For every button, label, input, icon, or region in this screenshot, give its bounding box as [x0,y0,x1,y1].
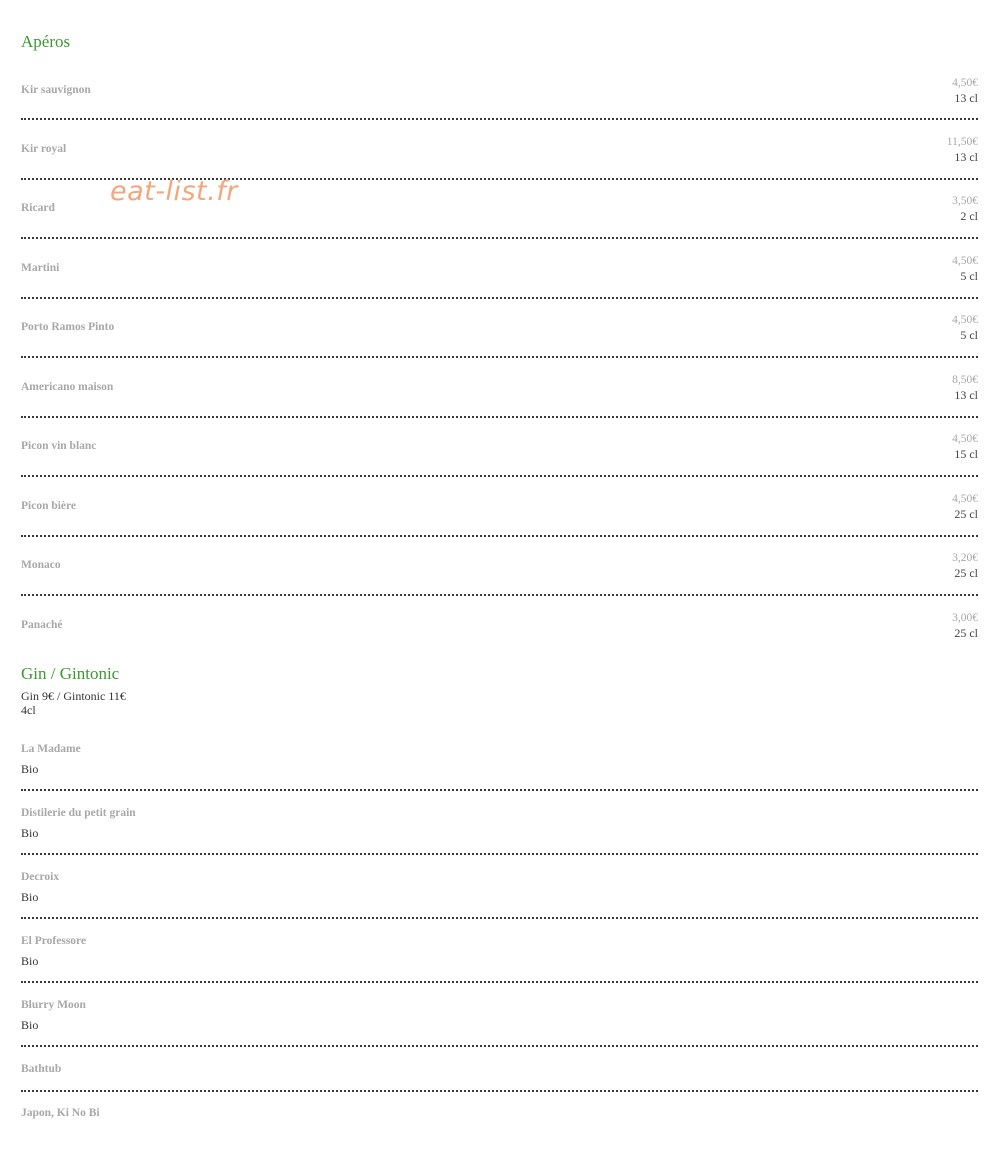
item-price-block [947,135,978,165]
gin-price-info: Gin 9€ / Gintonic 11€ [21,689,126,703]
item-name: Kir royal [21,143,67,155]
item-price-block [952,313,978,343]
item-volume: 13 cl [954,91,978,105]
dotted-divider [21,535,978,537]
item-note: Bio [21,826,39,840]
item-price: 3,20€ [952,552,978,564]
dotted-divider [21,1090,978,1092]
item-note: Bio [21,890,39,904]
item-note: Bio [21,954,39,968]
item-name: Panaché [21,619,63,631]
item-volume: 2 cl [960,209,978,223]
item-price: 4,50€ [952,255,978,267]
item-name: Martini [21,262,60,274]
item-price-block [952,254,978,284]
item-name: El Professore [21,935,87,947]
dotted-divider [21,594,978,596]
dotted-divider [21,118,978,120]
section-title-aperos: Apéros [21,32,71,51]
item-price-block [952,76,978,106]
watermark: eat-list.fr [110,176,238,207]
item-volume: 25 cl [954,566,978,580]
item-note: Bio [21,1018,39,1032]
item-price: 4,50€ [952,493,978,505]
dotted-divider [21,475,978,477]
item-volume: 5 cl [960,328,978,342]
dotted-divider [21,1045,978,1047]
item-price-block [952,373,978,403]
item-note: Bio [21,762,39,776]
item-name: Americano maison [21,381,114,393]
item-price-block [952,194,978,224]
item-price-block [952,432,978,462]
item-volume: 5 cl [960,269,978,283]
item-name: Blurry Moon [21,999,86,1011]
item-name: Picon vin blanc [21,440,97,452]
item-name: Picon bière [21,500,77,512]
item-name: Japon, Ki No Bi [21,1107,100,1119]
item-price: 8,50€ [952,374,978,386]
item-price-block [952,492,978,522]
dotted-divider [21,917,978,919]
item-name: Bathtub [21,1063,62,1075]
item-price: 3,00€ [952,612,978,624]
dotted-divider [21,853,978,855]
item-name: Ricard [21,202,55,214]
item-price-block [952,551,978,581]
dotted-divider [21,416,978,418]
dotted-divider [21,237,978,239]
dotted-divider [21,297,978,299]
item-price: 4,50€ [952,433,978,445]
item-volume: 13 cl [954,150,978,164]
item-price: 4,50€ [952,314,978,326]
item-name: Monaco [21,559,61,571]
dotted-divider [21,789,978,791]
item-price: 11,50€ [946,136,978,148]
gin-volume-info: 4cl [21,703,36,717]
dotted-divider [21,356,978,358]
item-name: Kir sauvignon [21,84,91,96]
item-name: Decroix [21,871,60,883]
item-price: 4,50€ [952,77,978,89]
item-price: 3,50€ [952,195,978,207]
item-name: La Madame [21,743,81,755]
item-volume: 25 cl [954,626,978,640]
dotted-divider [21,981,978,983]
section-title-gin: Gin / Gintonic [21,664,120,683]
item-name: Porto Ramos Pinto [21,321,115,333]
item-volume: 13 cl [954,388,978,402]
item-name: Distilerie du petit grain [21,807,136,819]
item-price-block [952,611,978,641]
item-volume: 15 cl [954,447,978,461]
item-volume: 25 cl [954,507,978,521]
